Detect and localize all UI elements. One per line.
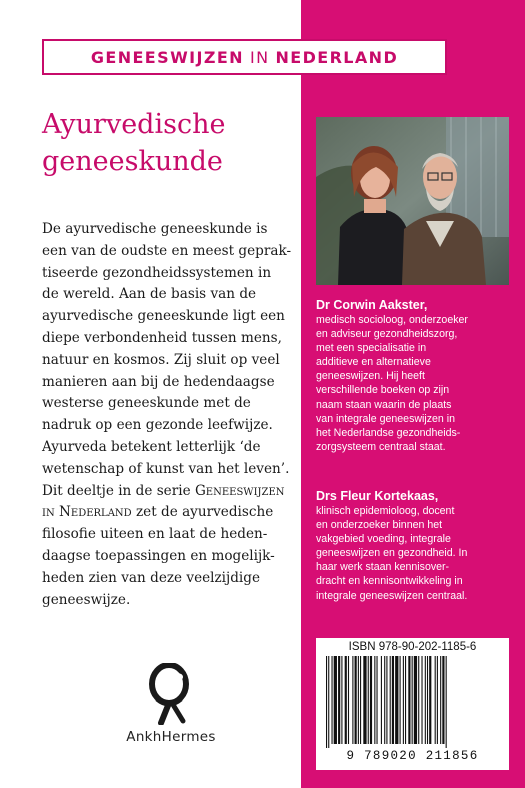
bio-line: naam staan waarin de plaats [316,398,452,411]
barcode-bar [405,656,406,744]
barcode-bar [381,656,382,744]
bio-line: medisch socioloog, onderzoeker [316,314,468,326]
blurb-line: wetenschap of kunst van het leven’. [42,460,290,477]
blurb-line: daagse toepassingen en mogelijk- [42,547,275,564]
blurb-line: De ayurvedische geneeskunde is [42,221,268,237]
blurb-line: tiseerde gezondheidssystemen in [42,264,272,281]
barcode-bar [425,656,426,744]
blurb-line: manieren aan bij de hedendaagse [42,373,275,390]
bio-line: vakgebied voeding, integrale [316,533,451,546]
blurb-line: ayurvedische geneeskunde ligt een [42,308,285,325]
barcode-bar [374,656,375,744]
blurb-line [42,481,298,503]
series-part1: GENEESWIJZEN [90,47,244,67]
blurb-line: natuur en kosmos. Zij sluit op veel [42,351,280,368]
blurb-line: filosofie uiteen en laat de heden- [42,526,268,543]
bio-line: van integrale geneeswijzen in [316,412,455,425]
bio-line: haar werk staan kennisover- [316,561,450,574]
barcode-bar [427,656,428,744]
barcode-bar [358,656,359,744]
barcode-bar [328,656,329,748]
bio-line: zorgsysteem centraal staat. [316,440,446,453]
barcode-bar [384,656,385,744]
blurb-line: diepe verbondenheid tussen mens, [42,329,282,346]
barcode-bar [392,656,394,744]
barcode-bar [360,656,361,744]
barcode-bar [331,656,332,744]
bio-line: additieve en alternatieve [316,356,431,369]
barcode-bar [334,656,337,744]
barcode-bar [390,656,391,744]
publisher-name: AnkhHermes [126,729,216,745]
book-title [42,106,292,180]
author1-name: Dr Corwin Aakster, [316,298,428,312]
barcode-bar [414,656,417,744]
ankh-logo-icon [139,663,199,725]
barcode-bar [421,656,422,744]
barcode-bar [386,656,387,744]
blurb-line [42,502,298,524]
barcode-bar [355,656,357,744]
blurb-line: een van de oudste en meest geprak- [42,242,292,259]
bio-line: dracht en kennisontwikkeling in [316,575,463,588]
barcode-bar [326,656,327,748]
bio-line: klinisch epidemioloog, docent [316,505,455,517]
blurb-line: westerse geneeskunde met de [42,395,251,412]
author-photo [316,117,509,285]
blurb-line: nadruk op een gezonde leefwijze. [42,417,273,434]
barcode-bar [446,656,447,748]
blurb-line: Ayurveda betekent letterlijk ‘de [42,438,261,455]
bio-line: geneeswijzen. Hij heeft [316,370,425,383]
blurb [42,219,298,611]
bio-line: en adviseur gezondheidszorg, [316,328,458,341]
bio-line: geneeswijzen en gezondheid. In [316,547,468,560]
barcode-bar [418,656,419,744]
barcode-bar [370,656,372,744]
barcode-bar [400,656,401,744]
barcode-bar [442,656,444,744]
barcode-box [316,638,509,770]
bio-line: verschillende boeken op zijn [316,384,450,397]
author-photo-image [316,117,509,285]
barcode-bar [338,656,340,744]
blurb-text: zet de ayurvedische [131,504,274,521]
barcode-bar [348,656,349,744]
series-part2: IN [249,47,270,67]
barcode-bar [403,656,404,744]
author2-name: Drs Fleur Kortekaas, [316,489,439,503]
blurb-line: geneeswijze. [42,591,131,608]
blurb-line: de wereld. Aan de basis van de [42,286,257,303]
book-title-line2: geneeskunde [42,146,223,177]
barcode-bar [395,656,398,744]
publisher-logo [126,663,216,758]
barcode-bar [437,656,438,744]
bio-line: met een specialisatie in [316,342,427,355]
bio-line: integrale geneeswijzen centraal. [316,589,468,602]
barcode-bar [352,656,353,744]
barcode-icon [324,656,501,748]
series-part3: NEDERLAND [275,47,399,67]
barcode-bar [429,656,431,744]
barcode-bar [376,656,377,744]
author2-bio [316,488,516,603]
barcode-bar [368,656,369,744]
barcode-bar [435,656,436,744]
barcode-bar [440,656,441,744]
barcode-bar [341,656,342,744]
barcode-digits: 9 789020 211856 [346,749,479,763]
author1-bio [316,297,516,454]
blurb-text: Dit deeltje in de serie [42,482,195,499]
barcode-bar [412,656,413,744]
barcode-bar [363,656,366,744]
book-title-line1: Ayurvedische [42,109,226,140]
isbn-label: ISBN 978-90-202-1185-6 [348,641,477,653]
blurb-series-name: Geneeswijzen [194,482,285,499]
blurb-series-name: in Nederland [42,504,132,521]
bio-line: en onderzoeker binnen het [316,519,443,532]
barcode-bar [345,656,347,744]
blurb-line: heden zien van deze veelzijdige [42,569,261,586]
barcode-bar [408,656,410,744]
series-banner [42,39,447,75]
bio-line: het Nederlandse gezondheids- [316,426,461,439]
